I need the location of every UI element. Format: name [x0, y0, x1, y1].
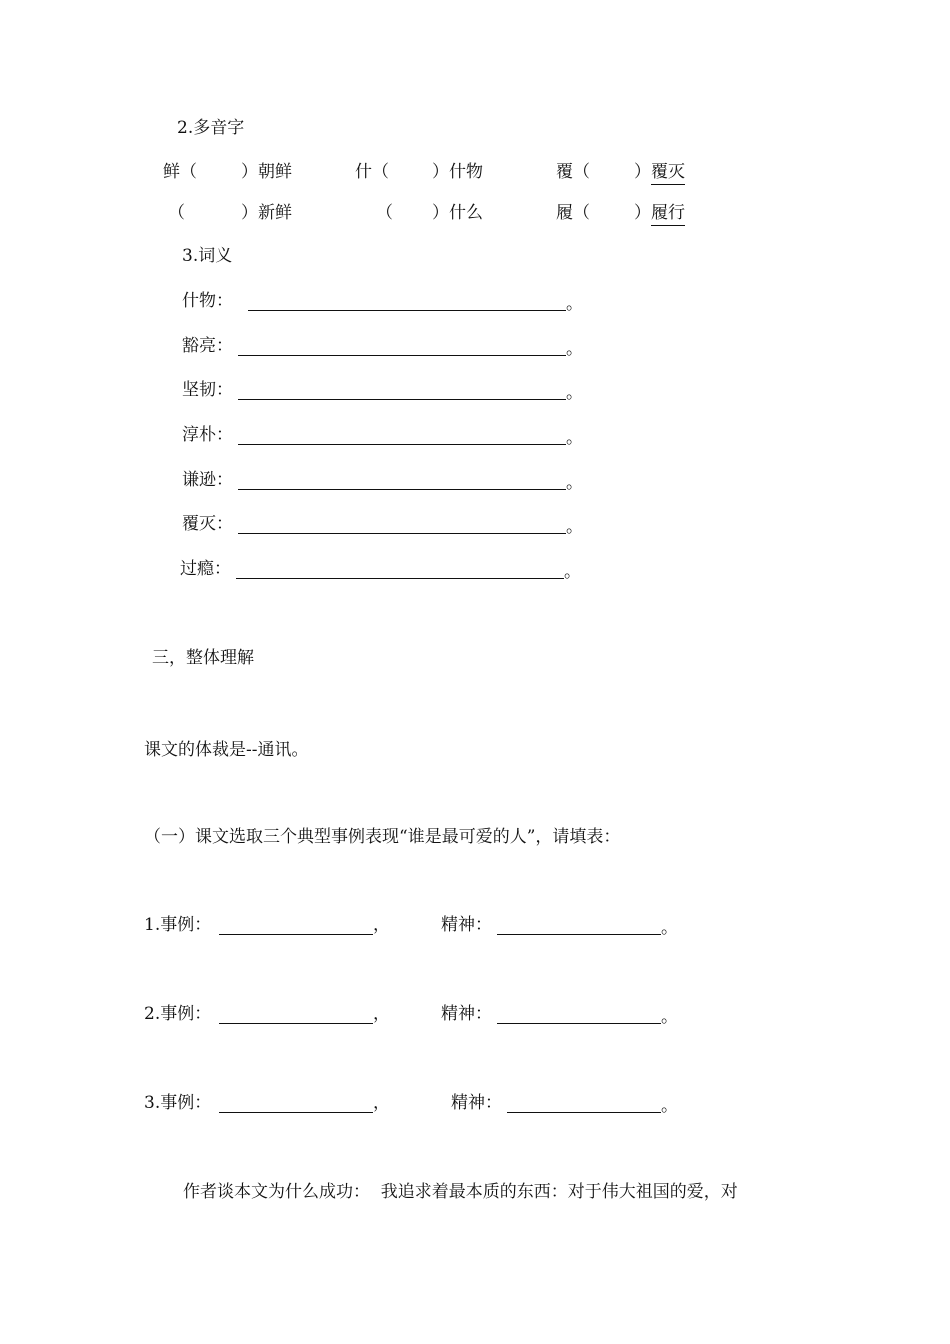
term-end: 。	[564, 562, 581, 582]
example-comma: ，	[373, 1093, 390, 1113]
answer-blank[interactable]	[236, 578, 564, 579]
polyphonic-char: （	[376, 203, 393, 223]
polyphonic-word: ）什么	[432, 203, 483, 223]
example-label: 3.事例：	[144, 1093, 212, 1113]
term-label: 坚韧：	[182, 380, 233, 400]
author-note: 作者谈本文为什么成功： 我追求着最本质的东西：对于伟大祖国的爱，对	[183, 1182, 738, 1202]
polyphonic-word: ）新鲜	[241, 203, 292, 223]
example-blank[interactable]	[219, 1023, 373, 1024]
polyphonic-word: ）什物	[432, 162, 483, 182]
example-comma: ，	[373, 915, 390, 935]
spirit-blank[interactable]	[507, 1112, 661, 1113]
term-label: 豁亮：	[182, 336, 233, 356]
polyphonic-word: 履行	[651, 202, 685, 226]
spirit-label: 精神：	[441, 915, 492, 935]
polyphonic-char: 履（	[556, 203, 590, 223]
term-end: 。	[566, 294, 583, 314]
section-heading-overall: 三，整体理解	[152, 648, 254, 668]
answer-blank[interactable]	[238, 355, 566, 356]
term-end: 。	[566, 428, 583, 448]
question-text: （一）课文选取三个典型事例表现“谁是最可爱的人”，请填表：	[144, 827, 621, 847]
genre-sentence: 课文的体裁是--通讯。	[144, 740, 309, 760]
spirit-label: 精神：	[451, 1093, 502, 1113]
example-blank[interactable]	[219, 1112, 373, 1113]
example-end: 。	[661, 1007, 678, 1027]
term-label: 淳朴：	[182, 425, 233, 445]
polyphonic-char: 鲜（	[163, 162, 197, 182]
term-end: 。	[566, 339, 583, 359]
term-label: 覆灭：	[182, 514, 233, 534]
polyphonic-word: ）朝鲜	[241, 162, 292, 182]
polyphonic-paren: ）	[634, 162, 651, 182]
polyphonic-paren: ）	[634, 203, 651, 223]
spirit-label: 精神：	[441, 1004, 492, 1024]
example-label: 1.事例：	[144, 915, 212, 935]
spirit-blank[interactable]	[497, 1023, 661, 1024]
polyphonic-char: 覆（	[556, 162, 590, 182]
example-comma: ，	[373, 1004, 390, 1024]
section-heading-polyphonic: 2.多音字	[177, 118, 245, 138]
term-end: 。	[566, 517, 583, 537]
term-end: 。	[566, 473, 583, 493]
example-end: 。	[661, 1096, 678, 1116]
answer-blank[interactable]	[238, 444, 566, 445]
answer-blank[interactable]	[248, 310, 566, 311]
spirit-blank[interactable]	[497, 934, 661, 935]
term-label: 过瘾：	[180, 559, 231, 579]
term-end: 。	[566, 383, 583, 403]
answer-blank[interactable]	[238, 533, 566, 534]
polyphonic-char: （	[168, 203, 185, 223]
term-label: 什物：	[182, 291, 233, 311]
example-blank[interactable]	[219, 934, 373, 935]
answer-blank[interactable]	[238, 399, 566, 400]
polyphonic-char: 什（	[355, 162, 389, 182]
example-label: 2.事例：	[144, 1004, 212, 1024]
section-heading-meaning: 3.词义	[182, 246, 233, 266]
polyphonic-word: 覆灭	[651, 161, 685, 185]
answer-blank[interactable]	[238, 489, 566, 490]
term-label: 谦逊：	[182, 470, 233, 490]
example-end: 。	[661, 918, 678, 938]
